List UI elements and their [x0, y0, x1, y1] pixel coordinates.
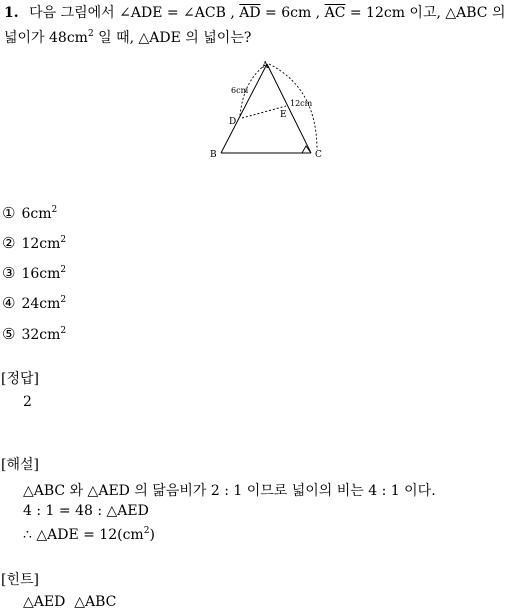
explanation-line-1: △ABC 와 △AED 의 닮음비가 2 : 1 이므로 넓이의 비는 4 : 1 이다. [23, 483, 436, 499]
choice-value: 12cm [21, 236, 61, 252]
question-text-area: 넓이가 48cm [4, 30, 88, 46]
choice-sup: 2 [51, 205, 58, 215]
side-ab [221, 64, 267, 153]
explanation-line-3 [23, 527, 155, 543]
explanation-line-3-end: ) [149, 527, 155, 543]
choice-sup: 2 [60, 326, 67, 336]
answer-header: [정답] [1, 371, 39, 387]
choice-value: 6cm [21, 206, 52, 222]
segment-ad-value: = 6cm , [265, 5, 321, 21]
choice-value: 24cm [21, 296, 61, 312]
choice-sup: 2 [60, 295, 67, 305]
choice-2[interactable] [2, 234, 66, 252]
choice-sup: 2 [60, 265, 67, 275]
choice-4[interactable] [2, 294, 66, 312]
hint-header: [힌트] [1, 572, 39, 588]
choice-sup: 2 [60, 235, 67, 245]
hint-text: △AED △ABC [23, 594, 117, 610]
choice-marker: ④ [2, 294, 16, 312]
question-line-1 [4, 2, 506, 22]
explanation-line-2: 4 : 1 = 48 : △AED [23, 503, 149, 519]
length-ad-label: 6cm [231, 86, 249, 95]
vertex-c-label: C [315, 150, 322, 160]
segment-ac-value: = 12cm 이고, △ABC 의 [349, 5, 506, 21]
choice-marker: ③ [2, 264, 16, 282]
question-number: 1. [4, 5, 19, 21]
choice-1[interactable] [2, 204, 57, 222]
vertex-d-label: D [229, 117, 237, 127]
choice-marker: ① [2, 204, 16, 222]
question-line-2 [4, 27, 251, 47]
choice-marker: ② [2, 234, 16, 252]
triangle-figure [205, 58, 330, 164]
explanation-sup: 2 [143, 526, 150, 536]
choice-5[interactable] [2, 325, 66, 343]
choice-marker: ⑤ [2, 325, 16, 343]
question-area-sup: 2 [87, 29, 94, 39]
segment-ac: $\overline{AC}$ [324, 5, 346, 21]
question-text-end: 일 때, △ADE 의 넓이는? [93, 30, 252, 46]
question-text-part: 다음 그림에서 ∠ADE = ∠ACB , [29, 5, 235, 21]
explanation-header: [해설] [1, 457, 39, 473]
vertex-e-label: E [280, 110, 287, 120]
vertex-b-label: B [210, 150, 217, 160]
segment-ad: $\overline{AD}$ [239, 5, 261, 21]
answer-value: 2 [23, 394, 32, 410]
choice-value: 32cm [21, 327, 61, 343]
choice-3[interactable] [2, 264, 66, 282]
vertex-a-label: A [262, 61, 269, 71]
choice-value: 16cm [21, 266, 61, 282]
explanation-line-3-text: ∴ △ADE = 12(cm [23, 527, 144, 543]
length-ac-label: 12cm [290, 99, 313, 108]
